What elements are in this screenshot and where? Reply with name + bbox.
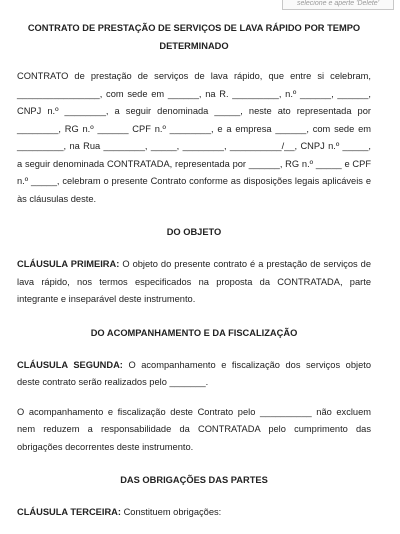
clause-primeira-label: CLÁUSULA PRIMEIRA: xyxy=(17,259,120,269)
clause-segunda-text: O acompanhamento e fiscalização dos serviços objeto deste contrato serão realizados pelo _______. xyxy=(17,359,371,387)
section-heading-acompanhamento: DO ACOMPANHAMENTO E DA FISCALIZAÇÃO xyxy=(90,327,298,338)
contract-document xyxy=(17,19,371,534)
clause-primeira xyxy=(17,256,371,309)
clause-terceira-text: Constituem obrigações: xyxy=(120,507,222,517)
document-title: CONTRATO DE PRESTAÇÃO DE SERVIÇOS DE LAVA RÁPIDO POR TEMPO DETERMINADO xyxy=(27,23,361,51)
clause-segunda-extra: O acompanhamento e fiscalização deste Contrato pelo __________ não excluem nem reduzem a responsabilidade da CONTRATADA pelo cumprimento das obrigações decorrentes deste instrumento. xyxy=(17,406,371,452)
delete-hint: selecione e aperte 'Delete' xyxy=(282,0,394,10)
clause-segunda-label: CLÁUSULA SEGUNDA: xyxy=(17,359,123,370)
clause-primeira-text: O objeto do presente contrato é a prestação de serviços de lava rápido, nos termos especificados na proposta da CONTRATADA, parte integrante e inseparável deste instrumento. xyxy=(17,259,371,304)
clause-segunda xyxy=(17,357,371,392)
clause-terceira-label: CLÁUSULA TERCEIRA: xyxy=(17,507,121,517)
clause-terceira xyxy=(17,504,371,522)
section-heading-objeto: DO OBJETO xyxy=(166,227,222,237)
intro-paragraph: CONTRATO de prestação de serviços de lava rápido, que entre si celebram, ________________, com sede em ______, na R. _________, n.º ______, ______, CNPJ n.º ________, a seguir denominada _____, neste ato representada por ________, RG n.º ______ CPF n.º ________, e a empresa ______, com sede em _________, na Rua ________, _____, ________, __________/__, CNPJ n.º _____, a seguir denominada CONTRATADA, representada por ______, RG n.º _____ e CPF n.º _____, celebram o presente Contrato conforme as disposições legais aplicáveis e às cláusulas deste. xyxy=(17,71,371,204)
section-heading-obrigacoes: DAS OBRIGAÇÕES DAS PARTES xyxy=(120,475,268,485)
